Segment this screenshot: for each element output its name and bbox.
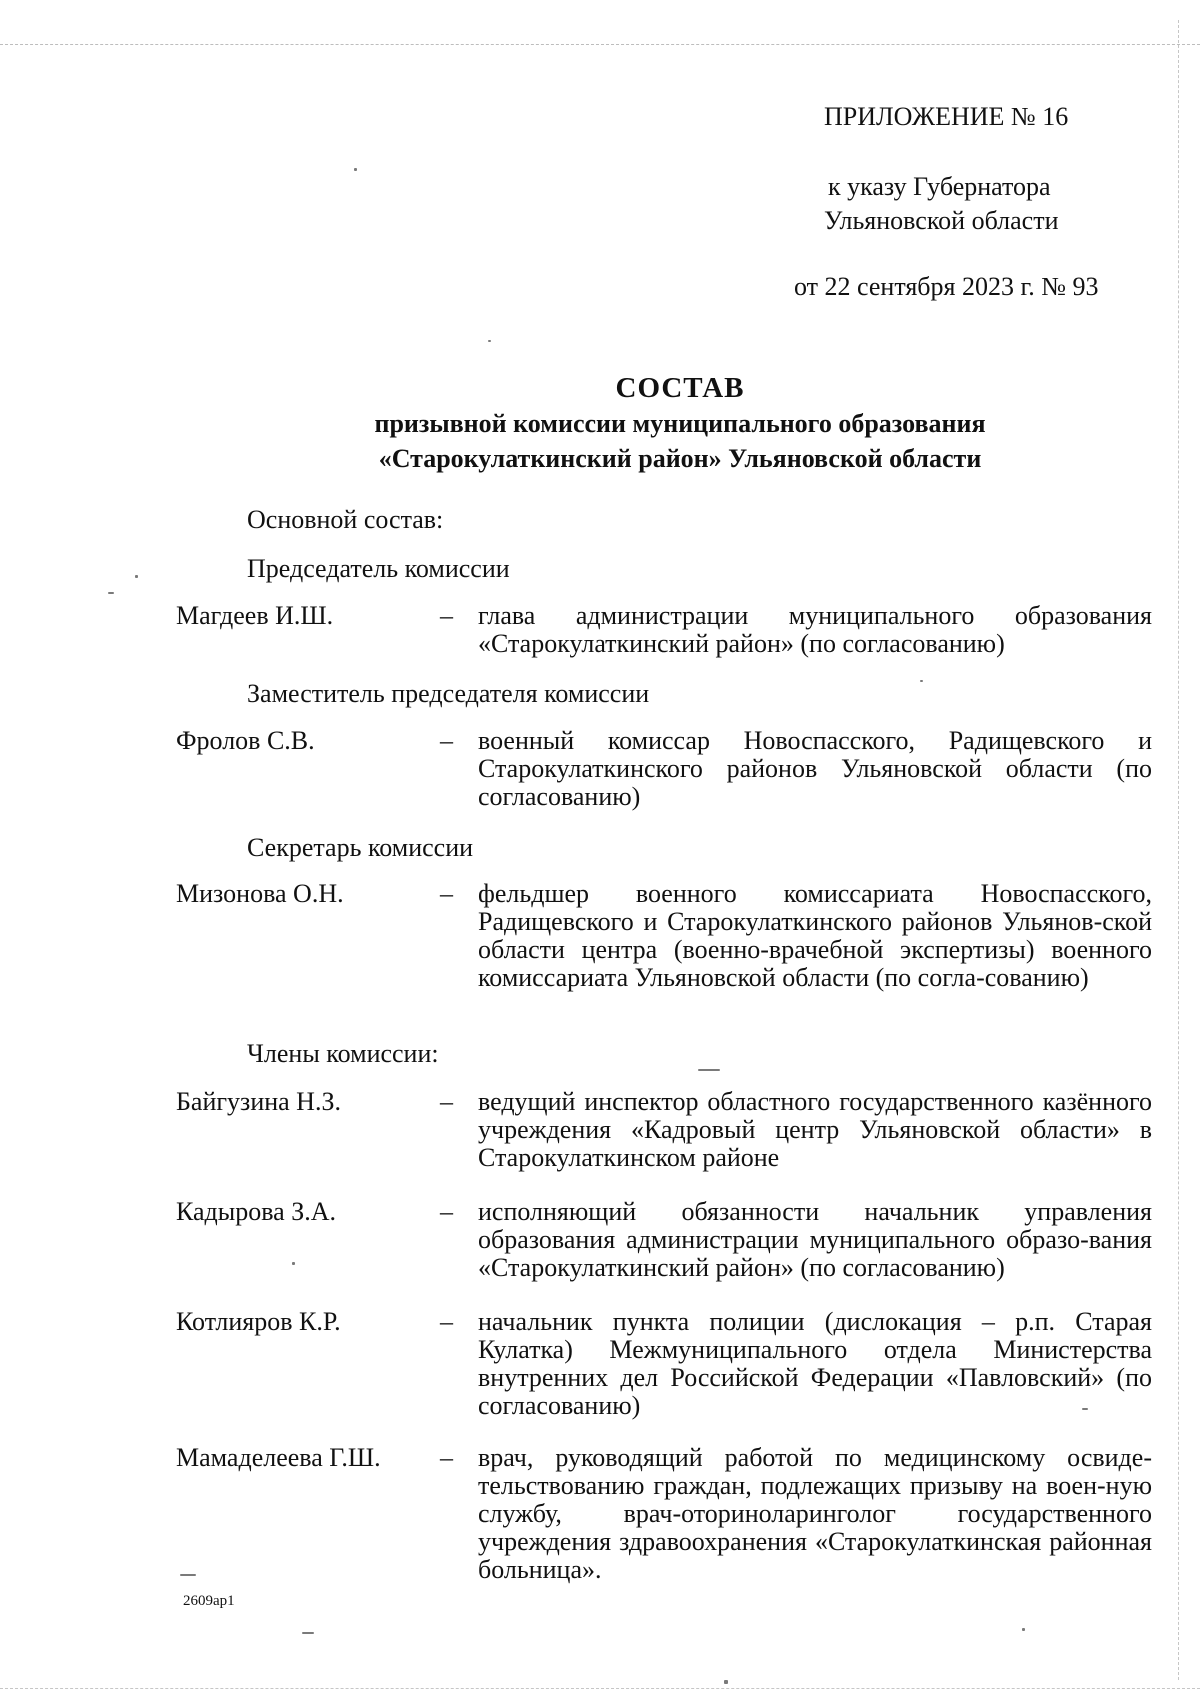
member-dash: –: [440, 1197, 453, 1226]
chairman-label: Председатель комиссии: [247, 554, 510, 583]
composition-label: Основной состав:: [247, 505, 444, 534]
decree-reference: к указу Губернатора: [828, 172, 1051, 201]
member-role: фельдшер военного комиссариата Новоспасского, Радищевского и Старокулаткинского районов Ульянов-ской области центра (военно-врачебной экспертизы) военного комиссариата Ульяновской области (по согла-сованию): [478, 879, 1152, 992]
scan-speck: [488, 340, 491, 342]
scan-edge-top: [0, 44, 1200, 45]
scan-speck: [698, 1069, 720, 1071]
scan-speck: [135, 575, 138, 578]
member-name: Магдеев И.Ш.: [176, 601, 334, 630]
member-name: Байгузина Н.З.: [176, 1087, 341, 1116]
scan-speck: [1022, 1628, 1025, 1631]
decree-region: Ульяновской области: [824, 206, 1059, 235]
member-name: Кадырова З.А.: [176, 1197, 337, 1226]
member-name: Мамаделеева Г.Ш.: [176, 1443, 381, 1472]
scan-speck: [302, 1632, 314, 1634]
member-role: глава администрации муниципального образования «Старокулаткинский район» (по согласованию): [478, 601, 1152, 658]
member-dash: –: [440, 726, 453, 755]
member-dash: –: [440, 1443, 453, 1472]
member-role: начальник пункта полиции (дислокация – р.п. Старая Кулатка) Межмуниципального отдела Министерства внутренних дел Российской Федерации «Павловский» (по согласованию): [478, 1307, 1152, 1420]
decree-date: от 22 сентября 2023 г. № 93: [794, 272, 1099, 301]
scan-speck: [920, 680, 923, 682]
scan-speck: [724, 1680, 728, 1684]
scan-speck: [292, 1262, 295, 1265]
members-label: Члены комиссии:: [247, 1039, 439, 1068]
member-dash: –: [440, 1087, 453, 1116]
scan-edge-right: [1178, 20, 1179, 1680]
document-title-block: [150, 370, 1200, 476]
member-role: военный комиссар Новоспасского, Радищевского и Старокулаткинского районов Ульяновской области (по согласованию): [478, 726, 1152, 811]
document-subtitle-line2: «Старокулаткинский район» Ульяновской области: [378, 444, 982, 473]
appendix-number: ПРИЛОЖЕНИЕ № 16: [824, 102, 1069, 131]
member-name: Котлияров К.Р.: [176, 1307, 341, 1336]
member-role: исполняющий обязанности начальник управления образования администрации муниципального образо-вания «Старокулаткинский район» (по согласованию): [478, 1197, 1152, 1282]
document-subtitle-line1: призывной комиссии муниципального образования: [374, 409, 986, 438]
scan-speck: [354, 168, 357, 171]
member-role: ведущий инспектор областного государственного казённого учреждения «Кадровый центр Ульяновской области» в Старокулаткинском районе: [478, 1087, 1152, 1172]
secretary-label: Секретарь комиссии: [247, 833, 474, 862]
document-code: 2609ap1: [183, 1593, 235, 1609]
document-title: СОСТАВ: [615, 372, 745, 404]
member-dash: –: [440, 601, 453, 630]
scan-speck: [180, 1574, 196, 1576]
member-name: Фролов С.В.: [176, 726, 315, 755]
scan-speck: [108, 592, 114, 594]
member-name: Мизонова О.Н.: [176, 879, 344, 908]
deputy-label: Заместитель председателя комиссии: [247, 679, 650, 708]
member-dash: –: [440, 1307, 453, 1336]
member-role: врач, руководящий работой по медицинскому освиде-тельствованию граждан, подлежащих призыву на воен-ную службу, врач-оториноларинголог государственного учреждения здравоохранения «Старокулаткинская районная больница».: [478, 1443, 1152, 1584]
scan-edge-bottom: [0, 1688, 1200, 1689]
member-dash: –: [440, 879, 453, 908]
